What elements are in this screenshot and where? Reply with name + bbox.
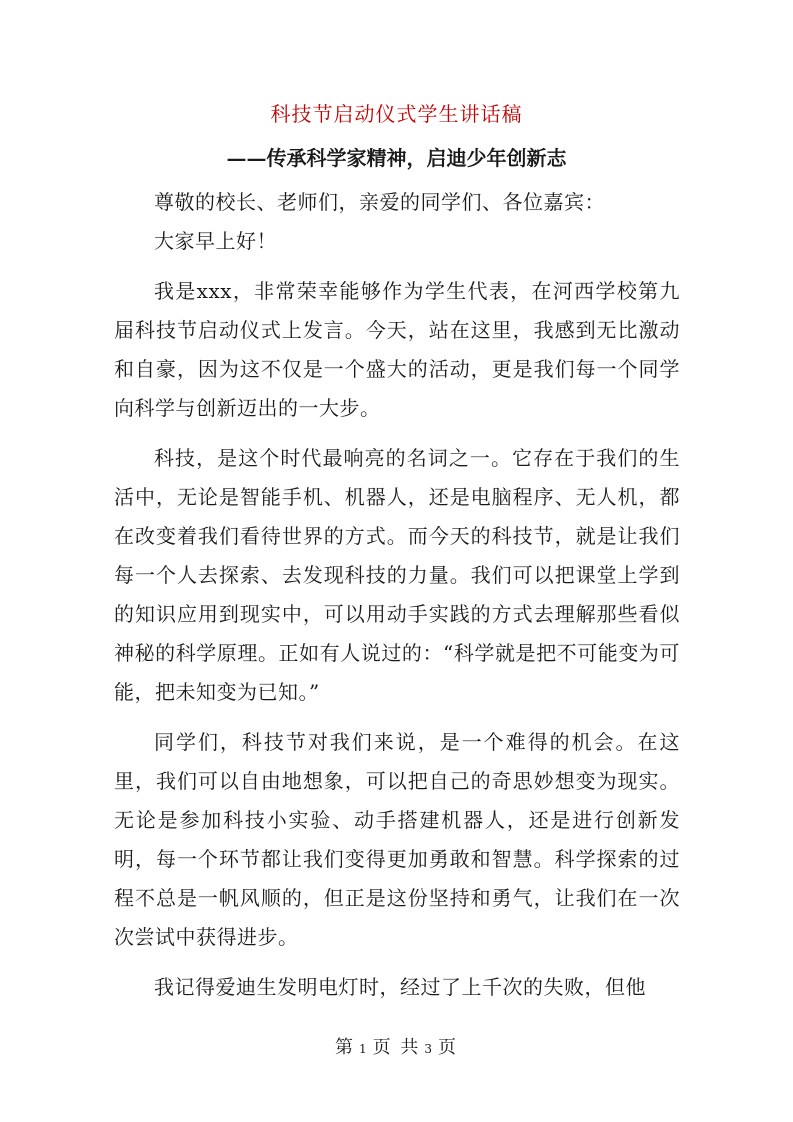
page-suffix: 页	[438, 1037, 458, 1058]
greeting-paragraph: 大家早上好！	[154, 229, 277, 253]
body-paragraph: 科技，是这个时代最响亮的名词之一。它存在于我们的生活中，无论是智能手机、机器人，还是电脑程序、无人机，都在改变着我们看待世界的方式。而今天的科技节，就是让我们每一个人去探索、去发现科技的力量。我们可以把课堂上学到的知识应用到现实中，可以用动手实践的方式去理解那些看似神秘的科学原理。正如有人说过的：“科学就是把不可能变为可能，把未知变为已知。”	[114, 446, 680, 704]
body-paragraph: 我记得爱迪生发明电灯时，经过了上千次的失败，但他	[154, 975, 646, 999]
total-pages-number: 3	[424, 1042, 434, 1056]
body-paragraph: 我是xxx，非常荣幸能够作为学生代表，在河西学校第九届科技节启动仪式上发言。今天，站在这里，我感到无比激动和自豪，因为这不仅是一个盛大的活动，更是我们每一个同学向科学与创新迈出的一大步。	[114, 279, 680, 420]
page-footer	[0, 1036, 793, 1061]
current-page-number: 1	[358, 1042, 369, 1056]
document-title: 科技节启动仪式学生讲话稿	[270, 102, 523, 126]
page-prefix: 第	[334, 1037, 355, 1058]
body-paragraph: 同学们，科技节对我们来说，是一个难得的机会。在这里，我们可以自由地想象，可以把自己的奇思妙想变为现实。无论是参加科技小实验、动手搭建机器人，还是进行创新发明，每一个环节都让我们变得更加勇敢和智慧。科学探索的过程不总是一帆风顺的，但正是这份坚持和勇气，让我们在一次次尝试中获得进步。	[114, 730, 680, 949]
document-body	[114, 183, 680, 1007]
document-subtitle: ——传承科学家精神，启迪少年创新志	[226, 146, 567, 170]
page-middle: 页 共	[372, 1037, 421, 1058]
salutation-paragraph: 尊敬的校长、老师们，亲爱的同学们、各位嘉宾：	[154, 190, 605, 214]
